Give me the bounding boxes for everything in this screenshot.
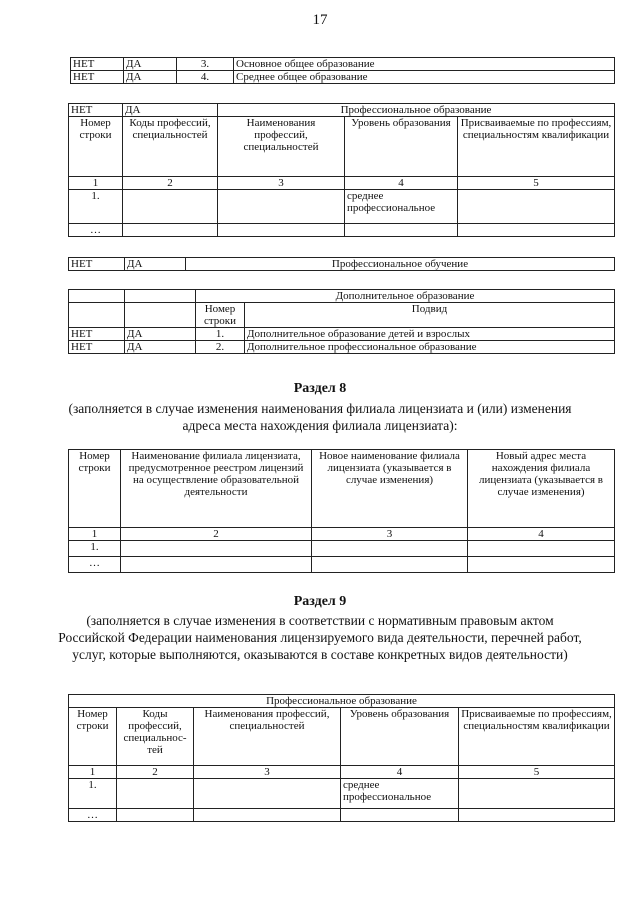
- row-number: 4.: [177, 71, 234, 84]
- yes-cell: ДА: [125, 328, 196, 341]
- column-number-row: [69, 766, 615, 779]
- page-number: 17: [312, 12, 328, 28]
- empty-cell: [218, 224, 345, 237]
- header-cell: Новый адрес места нахождения филиала лицензиата (указывается в случае изменения): [468, 450, 615, 528]
- table-row: [69, 190, 615, 224]
- header-row: [69, 303, 615, 328]
- education-name: Дополнительное образование детей и взрослых: [245, 328, 615, 341]
- row-number: 3.: [177, 58, 234, 71]
- education-name: Среднее общее образование: [234, 71, 615, 84]
- header-cell: Наименование филиала лицензиата, предусмотренное реестром лицензий на осуществление образовательной деятельности: [121, 450, 312, 528]
- table-row: [69, 328, 615, 341]
- professional-education-table: [68, 103, 615, 237]
- section-9-note: (заполняется в случае изменения в соответствии с нормативным правовым актом Российской Федерации наименования лицензируемого вида деятельности, перечней работ, услуг, которые выполняются, оказываются в составе конкретных видов деятельности): [58, 613, 582, 662]
- section-8-note: (заполняется в случае изменения наименования филиала лицензиата и (или) изменения адреса места нахождения филиала лицензиата):: [68, 401, 572, 433]
- empty-cell: [69, 290, 125, 303]
- row-number: 1.: [69, 190, 123, 224]
- header-row: [69, 117, 615, 177]
- general-education-table: [70, 57, 615, 84]
- row-number: 1.: [69, 541, 121, 557]
- column-number: 4: [468, 528, 615, 541]
- table-row: [69, 290, 615, 303]
- header-cell: Номер строки: [69, 708, 117, 766]
- no-cell: НЕТ: [69, 341, 125, 354]
- section-8-title: Раздел 8: [293, 381, 347, 396]
- column-number: 2: [117, 766, 194, 779]
- column-number: 4: [341, 766, 459, 779]
- ellipsis-cell: …: [69, 809, 117, 822]
- ellipsis-cell: …: [69, 224, 123, 237]
- header-cell: Номер строки: [69, 450, 121, 528]
- header-cell: Уровень образования: [341, 708, 459, 766]
- section-9-title: Раздел 9: [293, 594, 347, 609]
- header-cell: Номер строки: [196, 303, 245, 328]
- column-number: 3: [218, 177, 345, 190]
- empty-cell: [459, 809, 615, 822]
- yes-cell: ДА: [125, 258, 186, 271]
- table-row: [69, 341, 615, 354]
- column-number-row: [69, 528, 615, 541]
- empty-cell: [459, 779, 615, 809]
- header-cell: Наименования профессий, специальностей: [218, 117, 345, 177]
- header-cell: Наименования профессий, специальностей: [194, 708, 341, 766]
- column-number: 1: [69, 766, 117, 779]
- column-number: 2: [123, 177, 218, 190]
- header-cell: Коды профессий, специальнос-тей: [117, 708, 194, 766]
- section-9-table: [68, 694, 615, 822]
- additional-education-table: [68, 289, 615, 354]
- ellipsis-cell: …: [69, 557, 121, 573]
- empty-cell: [194, 809, 341, 822]
- column-number: 1: [69, 177, 123, 190]
- empty-cell: [123, 190, 218, 224]
- empty-cell: [468, 541, 615, 557]
- row-number: 2.: [196, 341, 245, 354]
- table-row: [69, 104, 615, 117]
- education-name: Дополнительное профессиональное образование: [245, 341, 615, 354]
- empty-cell: [468, 557, 615, 573]
- empty-cell: [69, 303, 125, 328]
- no-cell: НЕТ: [71, 71, 124, 84]
- yes-cell: ДА: [124, 58, 177, 71]
- education-name: Основное общее образование: [234, 58, 615, 71]
- table-row: [69, 809, 615, 822]
- empty-cell: [341, 809, 459, 822]
- header-cell: Новое наименование филиала лицензиата (указывается в случае изменения): [312, 450, 468, 528]
- yes-cell: ДА: [124, 71, 177, 84]
- level-cell: среднее профессиональное: [345, 190, 458, 224]
- row-number: 1.: [196, 328, 245, 341]
- professional-training-table: [68, 257, 615, 271]
- table-row: [69, 541, 615, 557]
- table-title: Дополнительное образование: [196, 290, 615, 303]
- header-row: [69, 708, 615, 766]
- column-number: 2: [121, 528, 312, 541]
- empty-cell: [458, 224, 615, 237]
- empty-cell: [218, 190, 345, 224]
- empty-cell: [458, 190, 615, 224]
- empty-cell: [345, 224, 458, 237]
- header-cell: Присваиваемые по профессиям, специальностям квалификации: [458, 117, 615, 177]
- empty-cell: [125, 290, 196, 303]
- header-cell: Уровень образования: [345, 117, 458, 177]
- yes-cell: ДА: [123, 104, 218, 117]
- empty-cell: [121, 541, 312, 557]
- table-row: [69, 224, 615, 237]
- table-row: [71, 58, 615, 71]
- empty-cell: [312, 541, 468, 557]
- table-row: [71, 71, 615, 84]
- empty-cell: [125, 303, 196, 328]
- section-8-table: [68, 449, 615, 573]
- column-number: 5: [459, 766, 615, 779]
- empty-cell: [117, 779, 194, 809]
- column-number: 4: [345, 177, 458, 190]
- table-title: Профессиональное образование: [218, 104, 615, 117]
- no-cell: НЕТ: [69, 258, 125, 271]
- header-cell: Коды профессий, специальностей: [123, 117, 218, 177]
- table-row: [69, 695, 615, 708]
- row-number: 1.: [69, 779, 117, 809]
- column-number-row: [69, 177, 615, 190]
- no-cell: НЕТ: [71, 58, 124, 71]
- empty-cell: [312, 557, 468, 573]
- empty-cell: [123, 224, 218, 237]
- column-number: 3: [312, 528, 468, 541]
- table-row: [69, 779, 615, 809]
- yes-cell: ДА: [125, 341, 196, 354]
- header-row: [69, 450, 615, 528]
- no-cell: НЕТ: [69, 328, 125, 341]
- level-cell: среднее профессиональное: [341, 779, 459, 809]
- empty-cell: [121, 557, 312, 573]
- table-row: [69, 258, 615, 271]
- column-number: 1: [69, 528, 121, 541]
- table-title: Профессиональное обучение: [186, 258, 615, 271]
- no-cell: НЕТ: [69, 104, 123, 117]
- header-cell: Присваиваемые по профессиям, специальностям квалификации: [459, 708, 615, 766]
- empty-cell: [194, 779, 341, 809]
- header-cell: Подвид: [245, 303, 615, 328]
- empty-cell: [117, 809, 194, 822]
- table-title: Профессиональное образование: [69, 695, 615, 708]
- header-cell: Номер строки: [69, 117, 123, 177]
- column-number: 5: [458, 177, 615, 190]
- column-number: 3: [194, 766, 341, 779]
- table-row: [69, 557, 615, 573]
